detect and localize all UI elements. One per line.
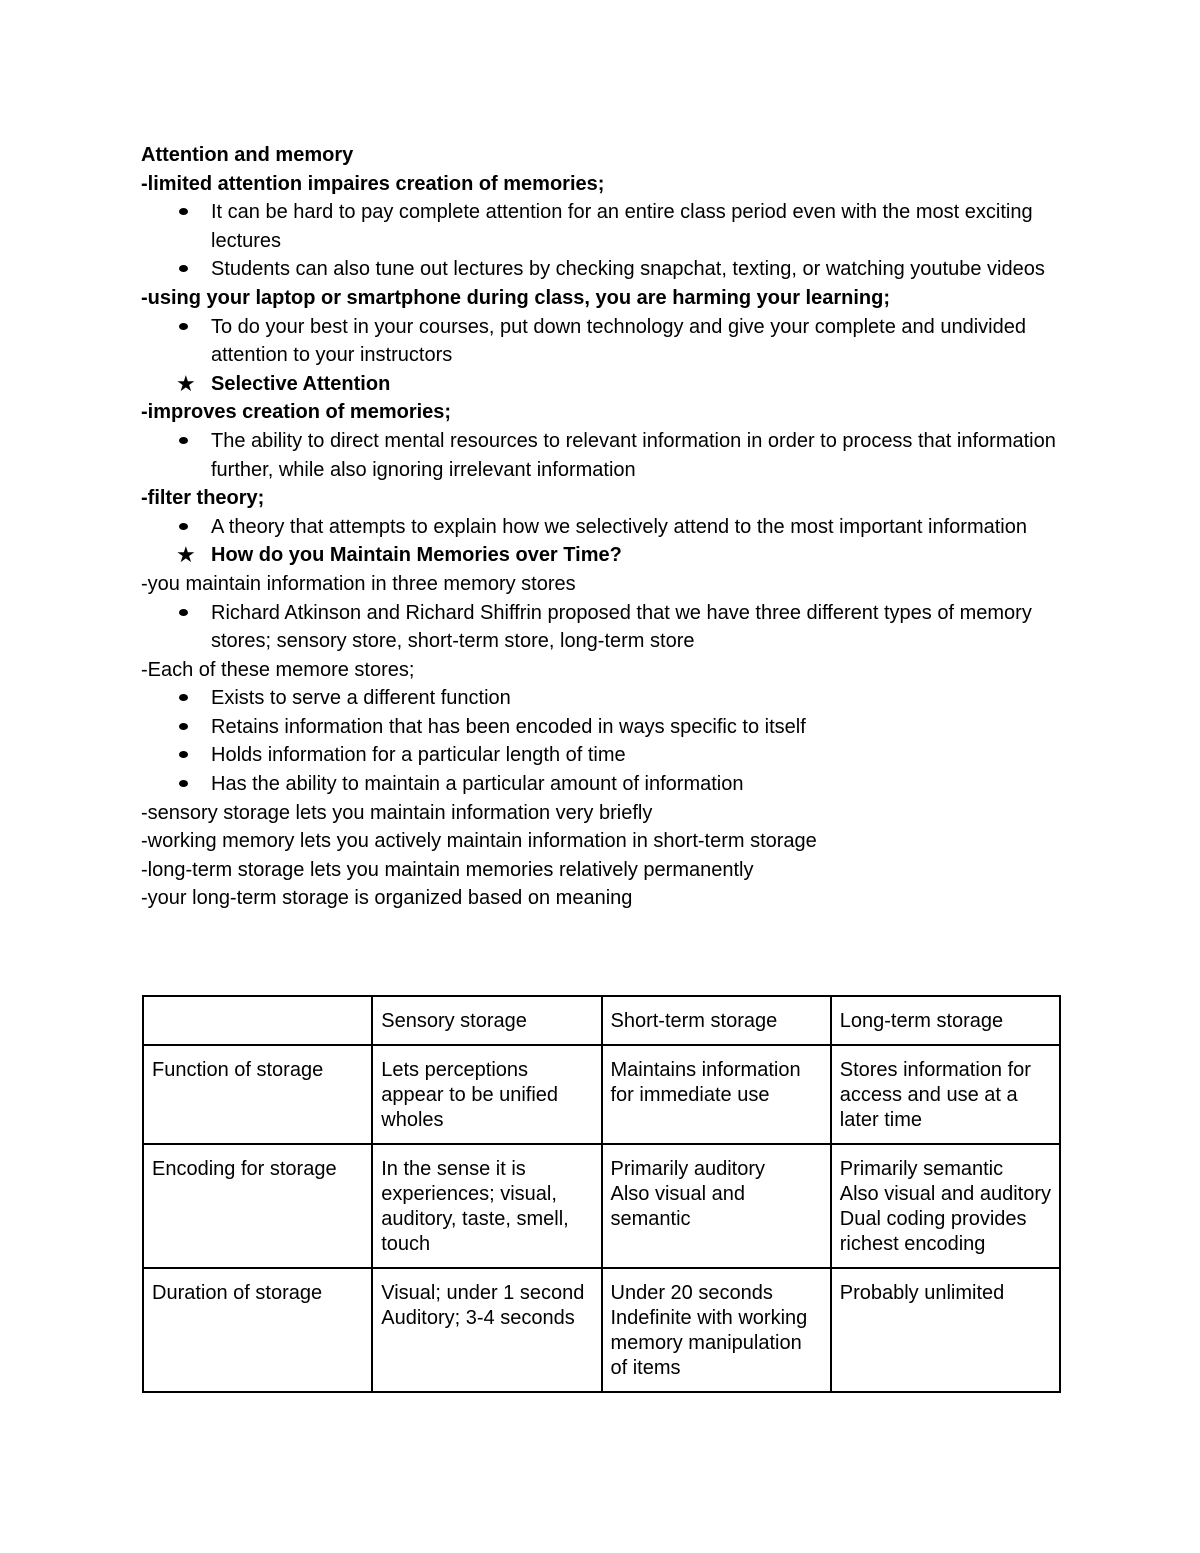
table-cell: Primarily semantic Also visual and auditory Dual coding provides richest encoding <box>831 1144 1060 1268</box>
text-line: -long-term storage lets you maintain memories relatively permanently <box>141 858 754 881</box>
memory-storage-table <box>142 995 1061 1393</box>
table-cell: Function of storage <box>143 1045 372 1144</box>
list-item: To do your best in your courses, put down technology and give your complete and undivided attention to your instructors <box>141 313 1061 370</box>
star-icon: ★ <box>176 370 196 396</box>
list-item: It can be hard to pay complete attention for an entire class period even with the most exciting lectures <box>141 198 1061 255</box>
table-cell: Encoding for storage <box>143 1144 372 1268</box>
text-line: -working memory lets you actively maintain information in short-term storage <box>141 830 817 853</box>
list-item: Exists to serve a different function <box>141 684 1061 713</box>
list-item: A theory that attempts to explain how we selectively attend to the most important information <box>141 513 1061 542</box>
table-cell: Duration of storage <box>143 1268 372 1392</box>
table-cell: Stores information for access and use at a later time <box>831 1045 1060 1144</box>
table-header-row <box>143 996 1060 1045</box>
list-item: Students can also tune out lectures by checking snapchat, texting, or watching youtube videos <box>141 255 1061 284</box>
table-header-cell <box>143 996 372 1045</box>
table-cell: Under 20 seconds Indefinite with working memory manipulation of items <box>602 1268 831 1392</box>
table-row <box>143 1144 1060 1268</box>
list-item: Retains information that has been encoded in ways specific to itself <box>141 713 1061 742</box>
bullet-dot-icon <box>179 751 188 758</box>
table-cell: Visual; under 1 second Auditory; 3-4 seconds <box>372 1268 601 1392</box>
bullet-dot-icon <box>179 323 188 330</box>
table-header-cell: Short-term storage <box>602 996 831 1045</box>
list-item: Has the ability to maintain a particular amount of information <box>141 770 1061 799</box>
table-header-cell: Sensory storage <box>372 996 601 1045</box>
table-header-cell: Long-term storage <box>831 996 1060 1045</box>
star-icon: ★ <box>176 542 196 568</box>
bullet-dot-icon <box>179 694 188 701</box>
bullet-dot-icon <box>179 523 188 530</box>
table-row <box>143 1045 1060 1144</box>
bullet-dot-icon <box>179 208 188 215</box>
table-cell: In the sense it is experiences; visual, auditory, taste, smell, touch <box>372 1144 601 1268</box>
list-item: The ability to direct mental resources to relevant information in order to process that information further, while also ignoring irrelevant information <box>141 427 1061 484</box>
section-heading: -limited attention impaires creation of memories; <box>141 172 605 195</box>
text-line: -Each of these memore stores; <box>141 658 415 681</box>
table-row <box>143 1268 1060 1392</box>
bullet-dot-icon <box>179 437 188 444</box>
section-heading: -improves creation of memories; <box>141 401 452 424</box>
text-line: -your long-term storage is organized based on meaning <box>141 887 633 910</box>
text-line: -you maintain information in three memory stores <box>141 572 576 595</box>
document-body <box>141 141 1061 913</box>
star-item: ★ Selective Attention <box>141 370 1061 399</box>
bullet-dot-icon <box>179 780 188 787</box>
table-cell: Maintains information for immediate use <box>602 1045 831 1144</box>
list-item: Holds information for a particular length of time <box>141 741 1061 770</box>
bullet-dot-icon <box>179 609 188 616</box>
table-cell: Probably unlimited <box>831 1268 1060 1392</box>
list-item: Richard Atkinson and Richard Shiffrin proposed that we have three different types of memory stores; sensory store, short-term store, long-term store <box>141 599 1061 656</box>
section-heading: -filter theory; <box>141 487 265 510</box>
section-heading: -using your laptop or smartphone during class, you are harming your learning; <box>141 286 890 309</box>
bullet-dot-icon <box>179 265 188 272</box>
table-cell: Primarily auditory Also visual and semantic <box>602 1144 831 1268</box>
page-title: Attention and memory <box>141 144 354 166</box>
star-item: ★ How do you Maintain Memories over Time? <box>141 541 1061 570</box>
text-line: -sensory storage lets you maintain information very briefly <box>141 801 653 824</box>
bullet-dot-icon <box>179 723 188 730</box>
table-cell: Lets perceptions appear to be unified wholes <box>372 1045 601 1144</box>
